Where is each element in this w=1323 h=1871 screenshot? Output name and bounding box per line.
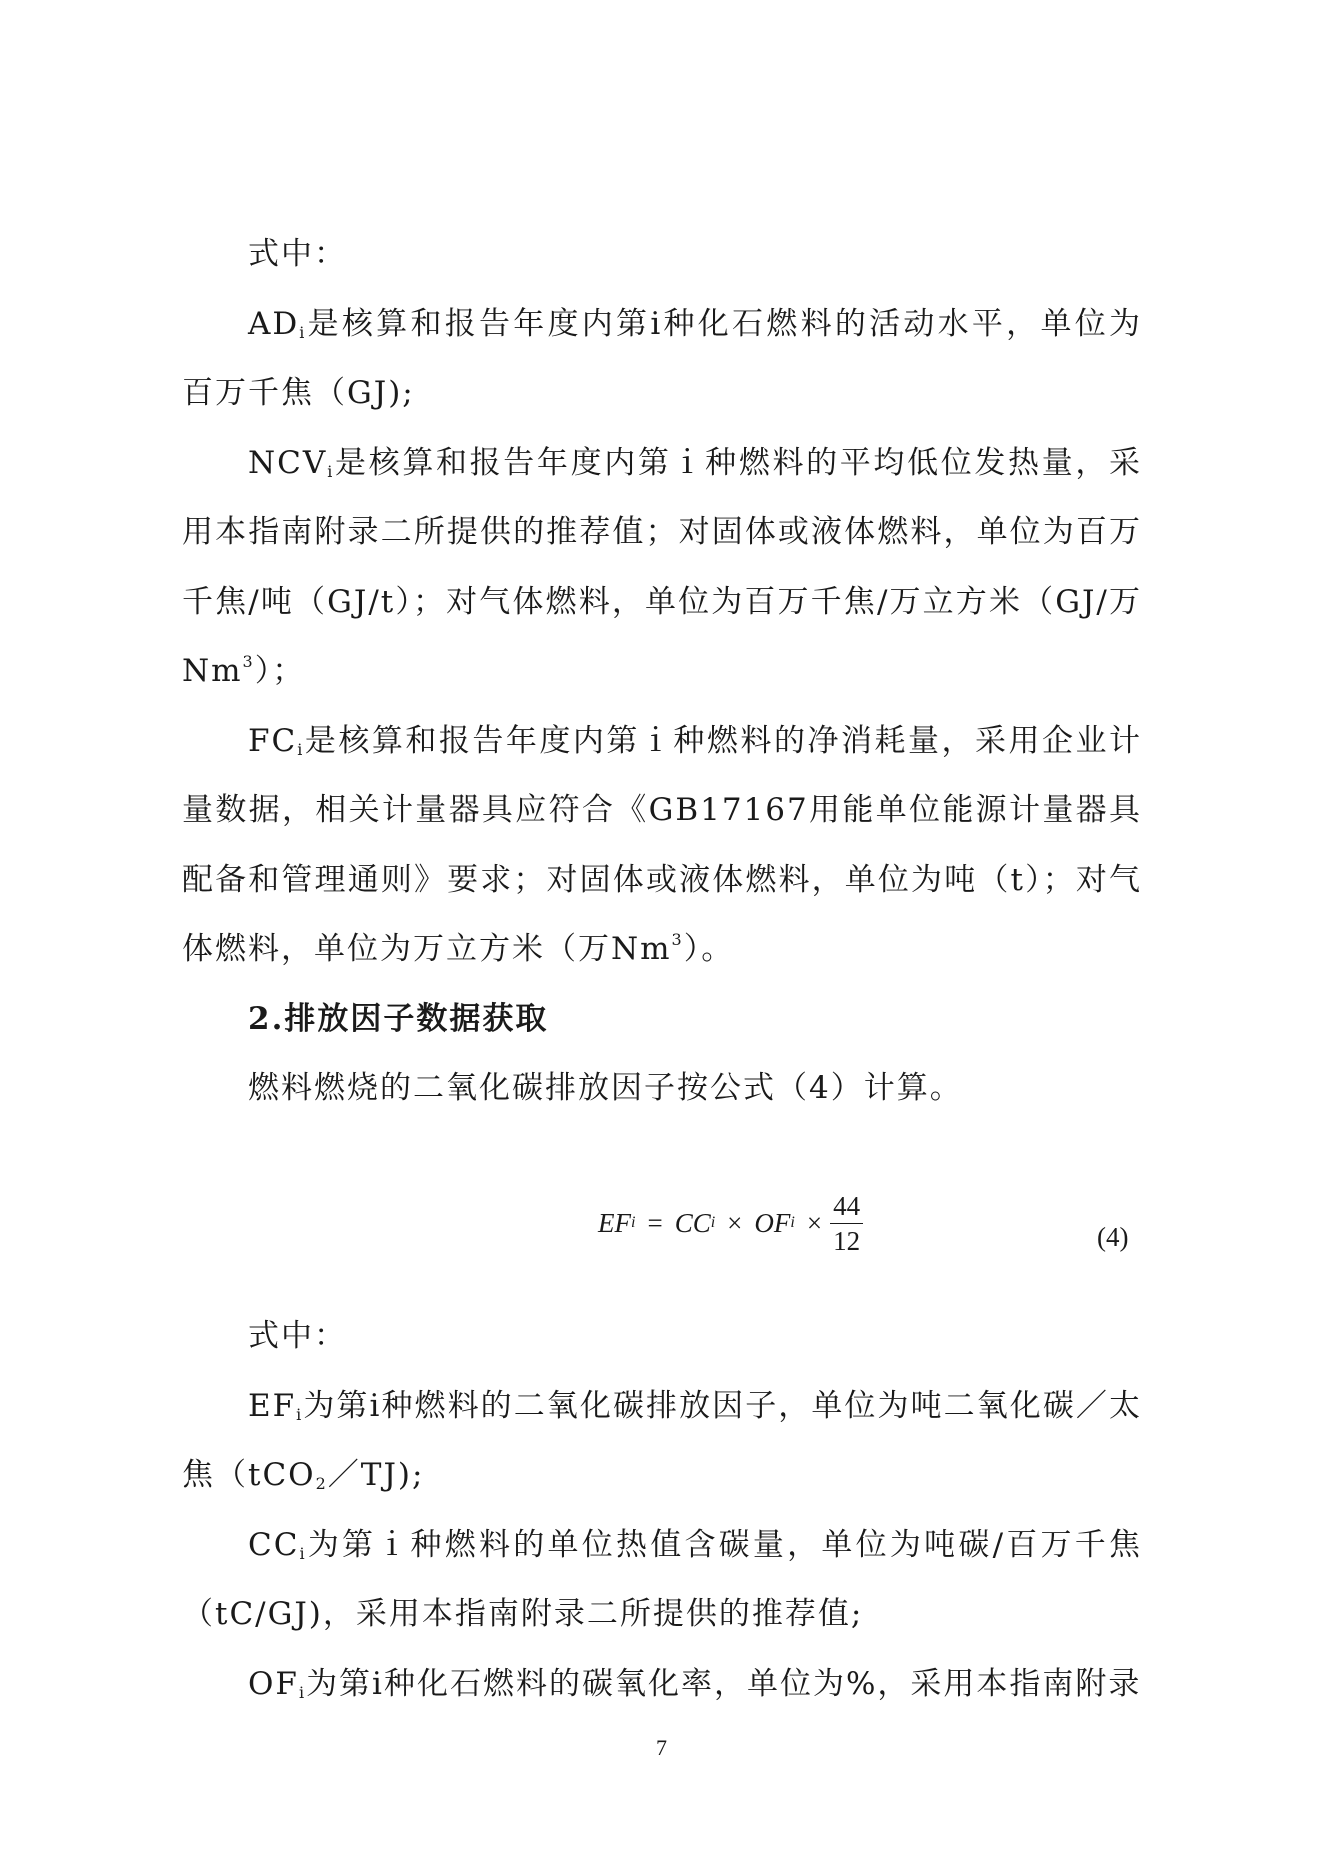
equation-number: (4) [1097,1222,1129,1252]
page-number: 7 [656,1735,667,1760]
paragraph-fc-definition: $FC_i$是核算和报告年度内第ｉ种燃料的净消耗量，采用企业计量数据，相关计量器具应符合《GB17167用能单位能源计量器具配备和管理通则》要求；对固体或液体燃料，单位为吨（t）；对气体燃料，单位为万立方米（万Nm$^3$）。 [182,722,1142,967]
text-block-lower [182,1302,1142,1719]
paragraph-of-definition: $OF_i$为第i种化石燃料的碳氧化率，单位为%，采用本指南附录 [248,1665,1142,1702]
formula-numerator: 44 [830,1191,863,1224]
formula-of-sub: i [790,1214,795,1231]
text-block-upper [182,220,1142,1124]
formula-times-2: × [806,1207,823,1238]
formula-cc-sub: i [710,1214,716,1231]
formula-ef-sub: i [631,1214,636,1231]
section-heading: 2.排放因子数据获取 [248,1000,549,1037]
formula-equals: = [647,1207,663,1238]
paragraph-shizhong-2: 式中： [248,1318,347,1354]
paragraph-ad-definition: $AD_i$是核算和报告年度内第i种化石燃料的活动水平，单位为百万千焦（GJ); [182,305,1142,411]
paragraph-ef-definition: $EF_i$为第i种燃料的二氧化碳排放因子，单位为吨二氧化碳／太焦（tCO$_2$／TJ); [182,1387,1142,1493]
formula-of: OF [754,1207,791,1238]
formula-4 [598,1183,863,1263]
paragraph-cc-definition: $CC_i$为第ｉ种燃料的单位热值含碳量，单位为吨碳/百万千焦（tC/GJ)，采用本指南附录二所提供的推荐值; [182,1526,1142,1632]
formula-fraction [830,1191,863,1256]
formula-denominator: 12 [833,1225,861,1256]
paragraph-shizhong: 式中： [248,236,347,272]
formula-cc: CC [674,1207,711,1238]
formula-ef: EF [598,1207,631,1238]
paragraph-ncv-definition: $NCV_i$是核算和报告年度内第ｉ种燃料的平均低位发热量，采用本指南附录二所提供的推荐值；对固体或液体燃料，单位为百万千焦/吨（GJ/t）；对气体燃料，单位为百万千焦/万立方米（GJ/万Nm$^3$）； [182,444,1142,689]
formula-times-1: × [727,1207,743,1238]
paragraph-formula-intro: 燃料燃烧的二氧化碳排放因子按公式（4）计算。 [248,1070,963,1106]
